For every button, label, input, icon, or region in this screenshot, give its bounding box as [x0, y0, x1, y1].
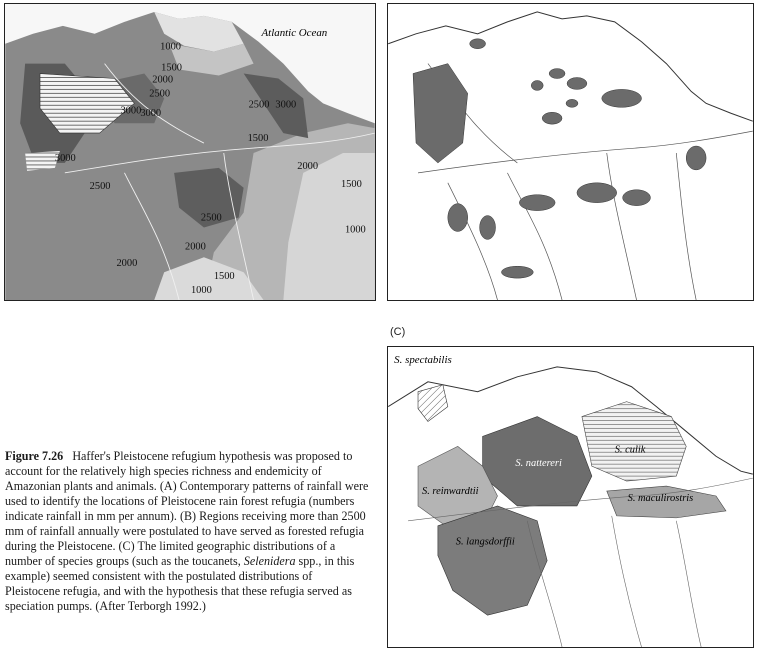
ocean-label: Atlantic Ocean — [261, 26, 328, 39]
panel-c-title: S. spectabilis — [394, 353, 452, 366]
refugia-map — [388, 4, 753, 300]
caption-text-end: spp., in this example) seemed consistent with the postulated distributions of Pleistocene refugia, and with the hypothesis that these refugia served as speciation pumps. (After Terborgh 1992.) — [5, 554, 355, 613]
figure-caption — [5, 449, 370, 614]
isohyet-label: 3000 — [275, 99, 297, 111]
species-map — [388, 347, 753, 647]
rainfall-map — [5, 4, 375, 300]
isohyet-label: 1500 — [340, 178, 362, 190]
isohyet-label: 1000 — [344, 224, 366, 236]
label-nattereri: S. nattereri — [515, 458, 562, 470]
isohyet-label: 2500 — [200, 212, 222, 224]
label-culik: S. culik — [614, 444, 646, 456]
panel-c-letter: (C) — [390, 326, 406, 338]
refugia-map-panel — [387, 3, 754, 301]
isohyet-label: 1500 — [161, 62, 183, 74]
isohyet-label: 2500 — [89, 180, 111, 192]
label-maculirostris: S. maculirostris — [627, 492, 694, 504]
caption-text: Haffer's Pleistocene refugium hypothesis was proposed to account for the relatively high species richness and endemicity of Amazonian plants and animals. (A) Contemporary patterns of rainfall were used to identify the locations of Pleistocene rain forest refugia (numbers indicate rainfall in mm per annum). (B) Regions receiving more than 2500 mm of rainfall annually were postulated to have served as forested refugia during the Pleistocene. (C) The limited geographic distributions of a number of species groups (such as the toucanets, — [5, 449, 369, 568]
isohyet-label: 2000 — [116, 258, 138, 270]
figure-label: Figure 7.26 — [5, 449, 64, 463]
isohyet-label: 3000 — [120, 105, 142, 117]
species-map-panel — [387, 346, 754, 648]
isohyet-label: 2000 — [185, 241, 206, 253]
isohyet-label: 1000 — [160, 41, 182, 53]
isohyet-label: 2500 — [149, 88, 171, 100]
isohyet-label: 3000 — [54, 152, 76, 164]
label-reinwardtii: S. reinwardtii — [421, 486, 479, 498]
caption-genus: Selenidera — [243, 554, 296, 568]
isohyet-label: 1500 — [213, 271, 235, 283]
isohyet-label: 2500 — [248, 99, 270, 111]
isohyet-label: 2000 — [297, 160, 319, 172]
rainfall-map-panel — [4, 3, 376, 301]
label-langsdorffii: S. langsdorffii — [455, 536, 515, 548]
isohyet-label: 2000 — [152, 74, 174, 86]
isohyet-label: 1000 — [190, 285, 212, 297]
isohyet-label: 1500 — [247, 133, 269, 145]
isohyet-label: 3000 — [140, 108, 162, 120]
